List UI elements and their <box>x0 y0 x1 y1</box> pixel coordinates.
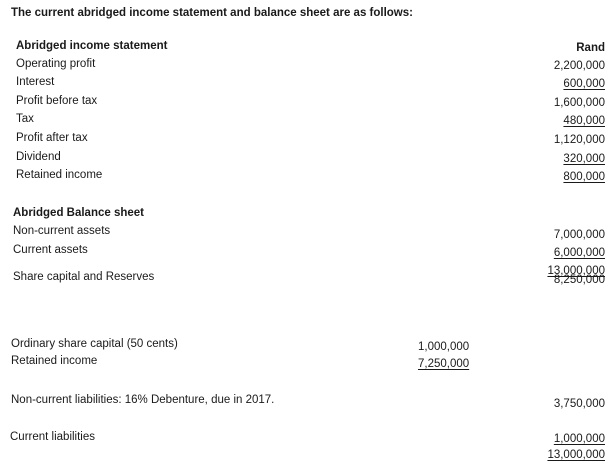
row-label-retained-income: Retained income <box>16 169 103 181</box>
value-ordinary-share-capital: 1,000,000 <box>418 341 470 353</box>
row-value-profit-after-tax: 1,120,000 <box>553 134 605 146</box>
value-bs-retained-income: 7,250,000 <box>418 358 470 370</box>
label-non-current-liabilities: Non-current liabilities: 16% Debenture, due in 2017. <box>11 394 275 406</box>
value-total-equity-liabilities: 13,000,000 <box>547 449 605 461</box>
row-value-operating-profit: 2,200,000 <box>553 60 605 72</box>
value-share-capital-reserves: 8,250,000 <box>553 274 605 286</box>
value-current-assets: 6,000,000 <box>553 247 605 259</box>
balance-sheet-title: Abridged Balance sheet <box>13 207 145 219</box>
row-label-profit-after-tax: Profit after tax <box>16 132 88 144</box>
row-label-interest: Interest <box>16 76 55 88</box>
row-value-dividend: 320,000 <box>563 153 605 165</box>
row-label-dividend: Dividend <box>16 151 61 163</box>
row-value-profit-before-tax: 1,600,000 <box>553 97 605 109</box>
value-current-liabilities: 1,000,000 <box>553 433 605 445</box>
value-total-assets: 13,000,000 <box>547 265 605 277</box>
label-current-liabilities: Current liabilities <box>10 431 96 443</box>
label-bs-retained-income: Retained income <box>11 355 98 367</box>
row-label-profit-before-tax: Profit before tax <box>16 95 98 107</box>
value-non-current-assets: 7,000,000 <box>553 229 605 241</box>
row-label-operating-profit: Operating profit <box>16 58 96 70</box>
label-ordinary-share-capital: Ordinary share capital (50 cents) <box>11 338 178 350</box>
label-non-current-assets: Non-current assets <box>13 225 111 237</box>
row-value-retained-income: 800,000 <box>563 171 605 183</box>
row-value-tax: 480,000 <box>563 115 605 127</box>
row-value-interest: 600,000 <box>563 78 605 90</box>
label-share-capital-reserves: Share capital and Reserves <box>13 271 155 283</box>
row-label-tax: Tax <box>16 113 34 125</box>
label-current-assets: Current assets <box>13 244 88 256</box>
income-statement-title: Abridged income statement <box>16 40 168 52</box>
currency-header: Rand <box>576 42 605 54</box>
value-non-current-liabilities: 3,750,000 <box>553 398 605 410</box>
document-heading: The current abridged income statement and balance sheet are as follows: <box>11 7 413 19</box>
